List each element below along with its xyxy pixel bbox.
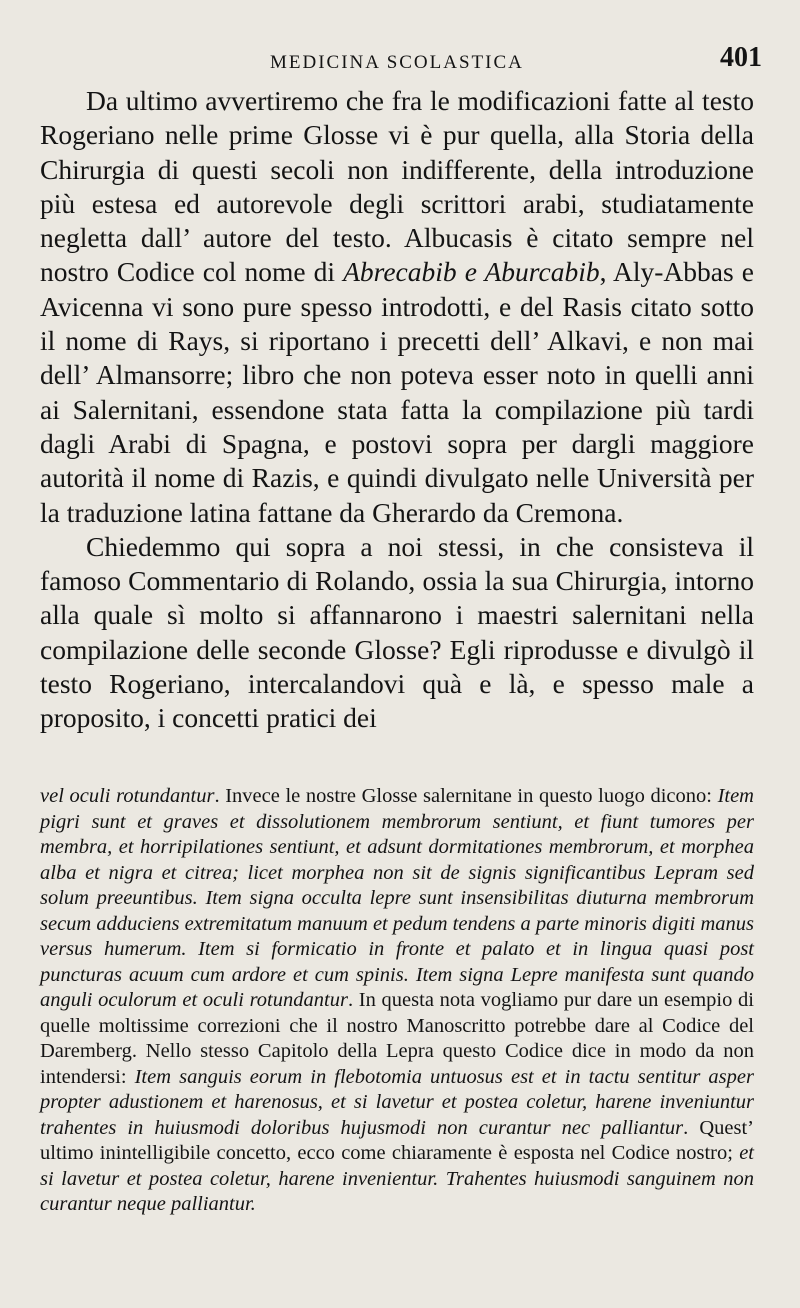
footnote-latin-quote-4: et si lavetur et postea coletur, harene invenientur. Trahentes huiusmodi sanguinem non curantur neque palliantur. — [40, 1142, 754, 1215]
paragraph-1-italic-name: Abrecabib e Aburcabib — [343, 256, 600, 288]
page-header — [0, 42, 800, 82]
footnote-latin-quote-3: Item sanguis eorum in flebotomia untuosus est et in tactu sentitur asper propter adustionem et harenosus, et si lavetur et postea coletur, harene inveniuntur trahentes in huiusmodi doloribus hujusmodi non curantur nec palliantur — [40, 1065, 754, 1139]
page-number: 401 — [720, 42, 762, 73]
footnote-latin-quote-1: vel oculi rotundantur — [40, 785, 215, 807]
running-head: MEDICINA SCOLASTICA — [270, 52, 524, 73]
footnote-text-3: . Quest’ ultimo inintelligibile concetto, ecco come chiaramente è esposta nel Codice nostro; — [40, 1116, 754, 1164]
footnote-paragraph — [40, 784, 754, 1218]
footnote — [40, 784, 754, 1218]
footnote-latin-quote-2: Item pigri sunt et graves et dissolutionem membrorum sentiunt, et fiunt tumores per membra, et horripilationes sentiunt, et adsunt dormitationes membrorum, et morphea alba et nigra et citrea; licet morphea non sit de signis significantibus Lepram sed solum preeuntibus. Item signa occulta lepre sunt insensibilitas diuturna membrorum secum adduciens extremitatum manuum et pedum tendens a parte minoris digiti manus versus humerum. Item si formicatio in fronte et palato et in lingua quasi post puncturas acuum cum ardore et cum spinis. Item signa Lepre manifesta sunt quando anguli oculorum et oculi rotundantur — [40, 785, 754, 1011]
paragraph-1 — [40, 84, 754, 530]
main-text — [40, 84, 754, 736]
paragraph-2: Chiedemmo qui sopra a noi stessi, in che consisteva il famoso Commentario di Rolando, ossia la sua Chirurgia, intorno alla quale sì molto si affannarono i maestri salernitani nella compilazione delle seconde Glosse? Egli riprodusse e divulgò il testo Rogeriano, intercalandovi quà e là, e spesso male a proposito, i concetti pratici dei — [40, 530, 754, 734]
footnote-text-1: . Invece le nostre Glosse salernitane in questo luogo dicono: — [214, 785, 718, 807]
paragraph-1-text-b: , Aly-Abbas e Avicenna vi sono pure spesso introdotti, e del Rasis citato sotto il nome di Rays, si riportano i precetti dell’ Alkavi, e non mai dell’ Almansorre; libro che non poteva esser noto in quelli anni ai Salernitani, essendone stata fatta la compilazione più tardi dagli Arabi di Spagna, e postovi sopra per dargli maggiore autorità il nome di Razis, e quindi divulgato nelle Università per la traduzione latina fattane da Gherardo da Cremona. — [40, 256, 754, 528]
paragraph-1-text-a: Da ultimo avvertiremo che fra le modificazioni fatte al testo Rogeriano nelle prime Glosse vi è pur quella, alla Storia della Chirurgia di questi secoli non indifferente, della introduzione più estesa ed autorevole degli scrittori arabi, studiatamente negletta dall’ autore del testo. Albucasis è citato sempre nel nostro Codice col nome di — [40, 85, 754, 288]
footnote-text-2: . In questa nota vogliamo pur dare un esempio di quelle moltissime correzioni che il nostro Manoscritto potrebbe dare al Codice del Daremberg. Nello stesso Capitolo della Lepra questo Codice dice in modo da non intendersi: — [40, 989, 754, 1088]
